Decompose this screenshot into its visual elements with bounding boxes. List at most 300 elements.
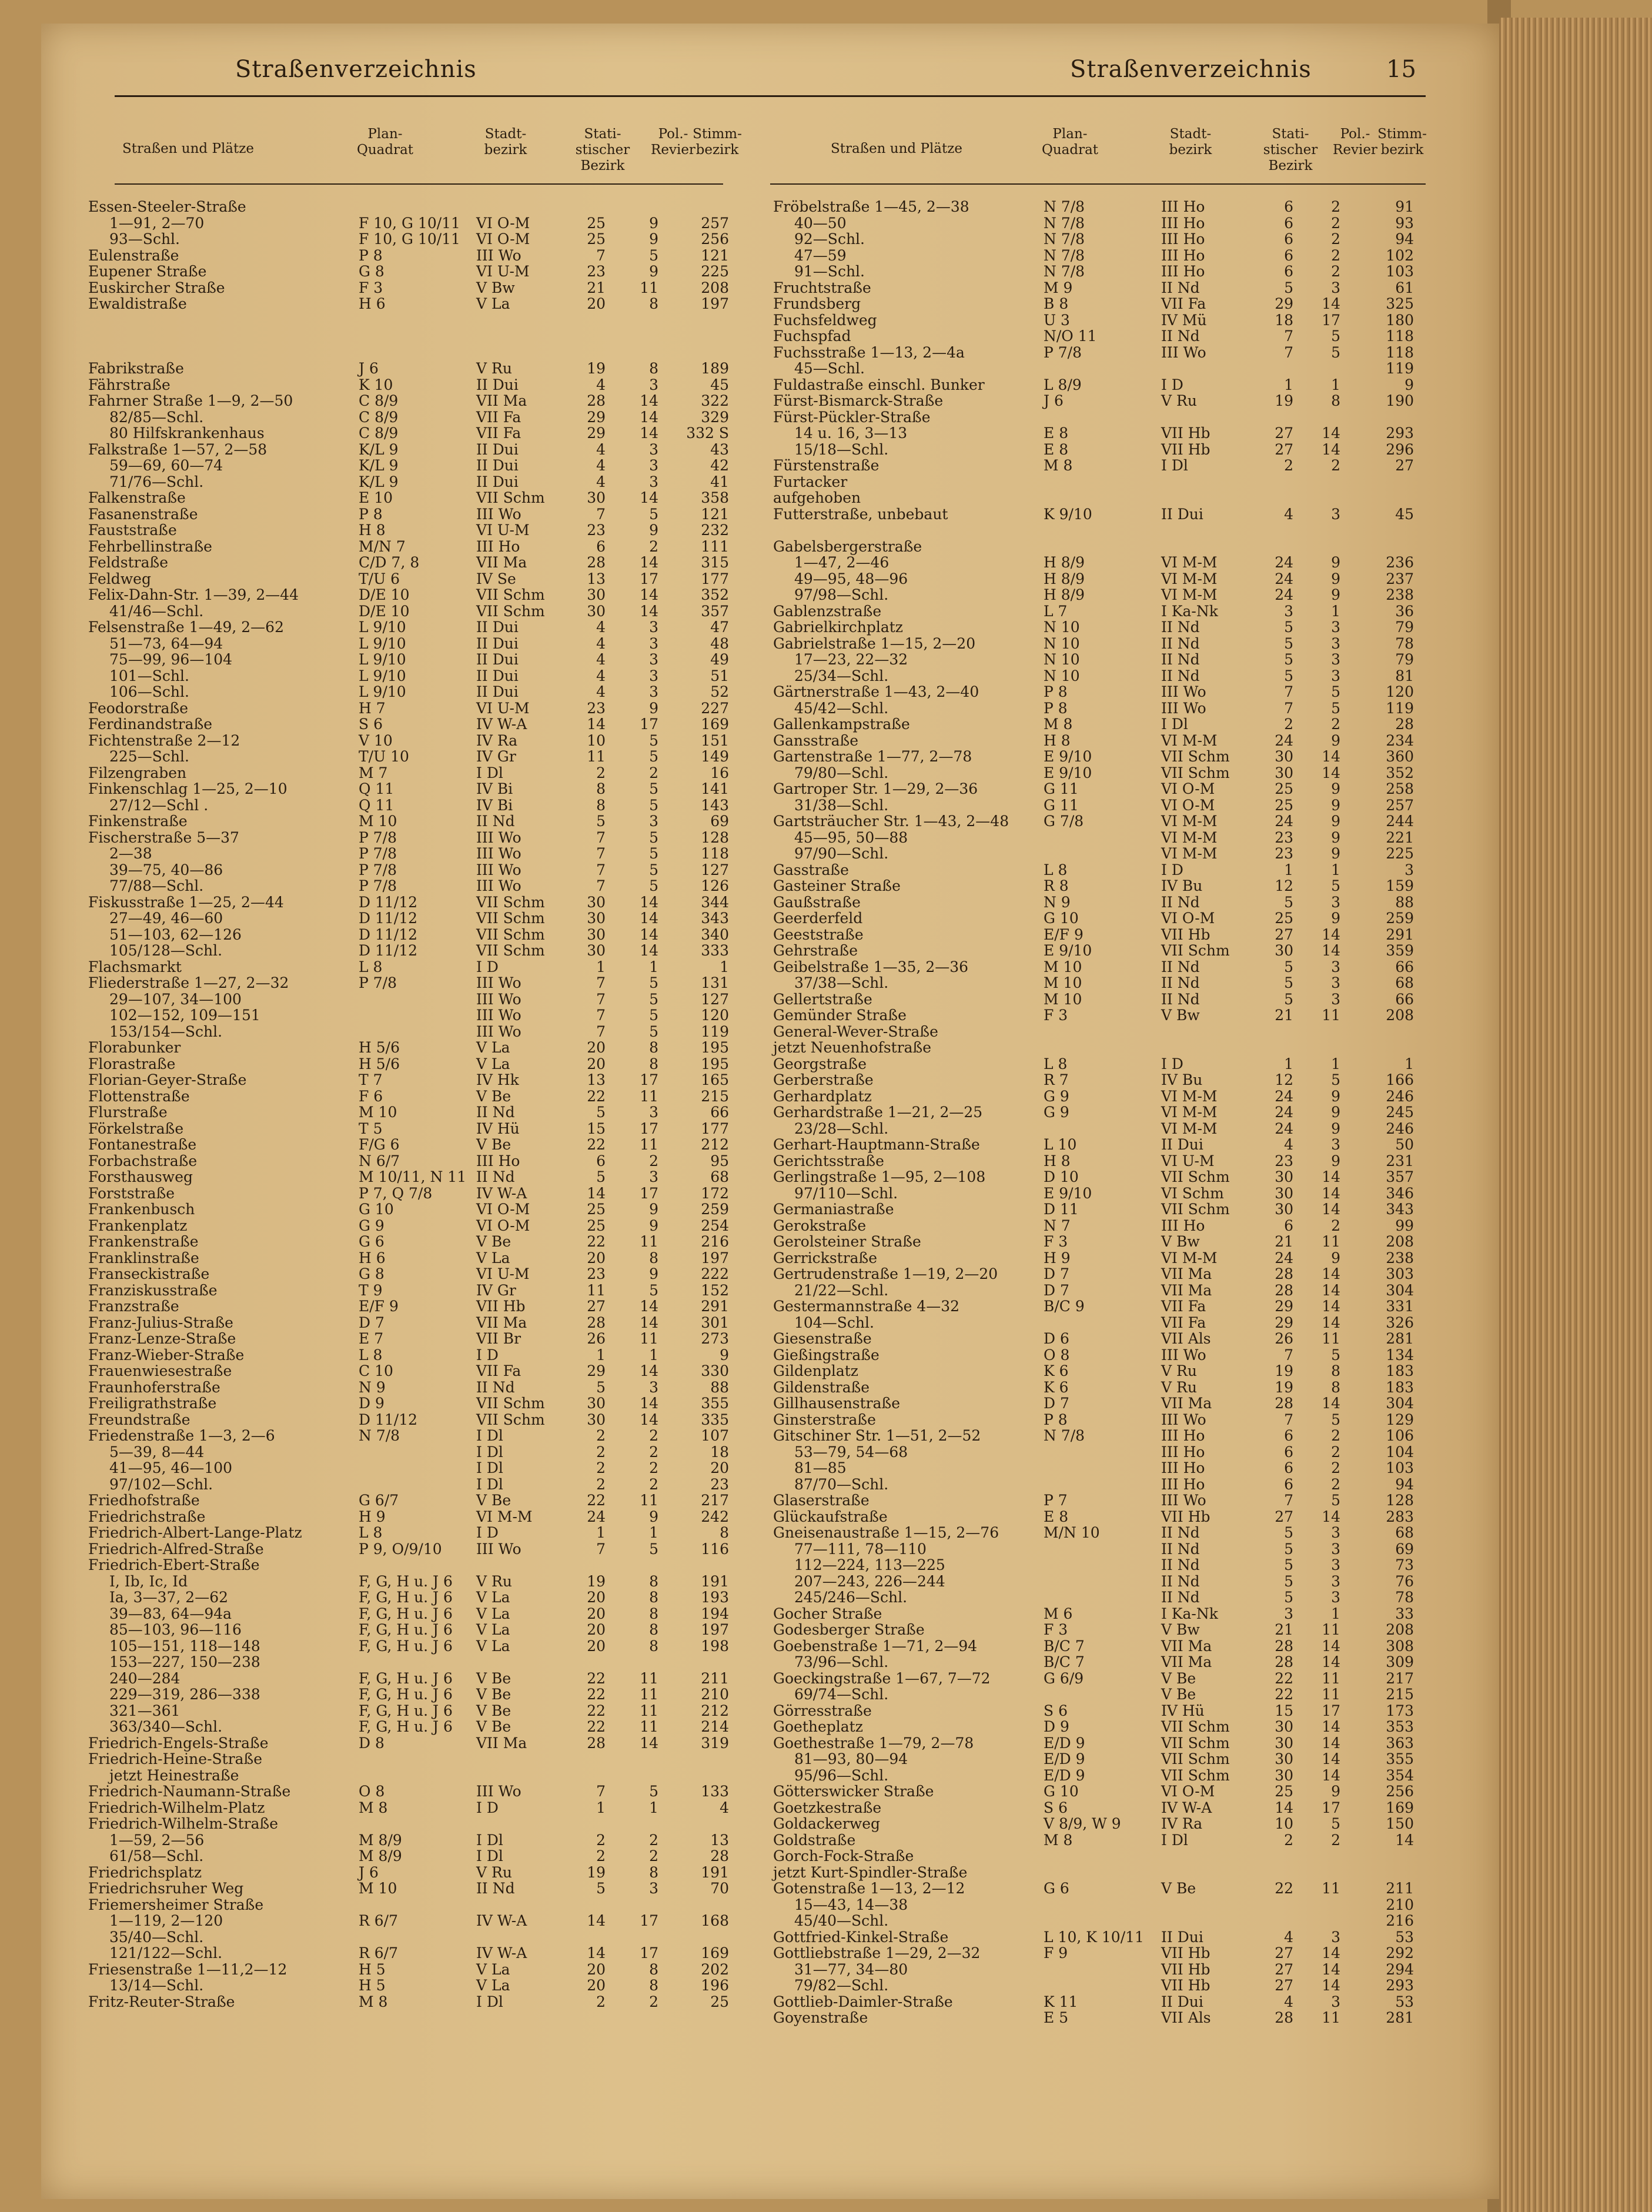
statistischer-bezirk: 4 (596, 376, 606, 393)
street-name: 15/18—Schl. (794, 440, 889, 458)
street-row (88, 1622, 782, 1638)
street-row (88, 1395, 782, 1411)
polizeirevier: 3 (649, 1880, 658, 1897)
stadtbezirk: VI M-M (1161, 845, 1218, 862)
stadtbezirk: VII Hb (1161, 1508, 1210, 1525)
street-row (773, 263, 1467, 279)
street-name: Gabrielkirchplatz (773, 619, 903, 636)
stimmbezirk: 102 (1386, 246, 1414, 264)
polizeirevier: 14 (640, 408, 658, 426)
stimmbezirk: 78 (1395, 634, 1414, 652)
polizeirevier: 2 (1331, 246, 1340, 264)
stadtbezirk: IV Hü (1161, 1702, 1205, 1719)
polizeirevier: 9 (649, 214, 658, 232)
plan-quadrat: G 10 (359, 1201, 394, 1218)
stimmbezirk: 355 (701, 1395, 729, 1412)
statistischer-bezirk: 25 (1275, 780, 1293, 797)
stadtbezirk: II Nd (1161, 1556, 1200, 1573)
street-name: 81—85 (794, 1459, 847, 1476)
street-row (88, 846, 782, 861)
statistischer-bezirk: 25 (587, 230, 606, 248)
stadtbezirk: I Dl (1161, 716, 1188, 733)
statistischer-bezirk: 28 (1275, 1637, 1293, 1655)
stadtbezirk: V La (476, 1621, 510, 1638)
statistischer-bezirk: 24 (1275, 1120, 1293, 1137)
stadtbezirk: V Be (476, 1702, 511, 1719)
stimmbezirk: 149 (701, 748, 729, 765)
street-name: Fabrikstraße (88, 360, 184, 377)
street-name: Gertrudenstraße 1—19, 2—20 (773, 1265, 998, 1282)
statistischer-bezirk: 4 (596, 634, 606, 652)
statistischer-bezirk: 14 (587, 716, 606, 733)
polizeirevier: 11 (1322, 1686, 1340, 1703)
street-name: Ginsterstraße (773, 1411, 876, 1428)
stadtbezirk: VII Hb (1161, 1944, 1210, 1962)
polizeirevier: 3 (1331, 1524, 1340, 1541)
column-header-name: Straßen und Plätze (122, 141, 254, 156)
stadtbezirk: VII Schm (476, 1411, 545, 1428)
plan-quadrat: D 11/12 (359, 893, 418, 911)
street-name: Goeckingstraße 1—67, 7—72 (773, 1669, 991, 1687)
stimmbezirk: 9 (720, 1346, 729, 1364)
polizeirevier: 5 (649, 990, 658, 1008)
street-row (773, 1994, 1467, 2010)
plan-quadrat: F, G, H u. J 6 (359, 1637, 453, 1655)
polizeirevier: 3 (649, 619, 658, 636)
street-row (773, 1767, 1467, 1783)
stimmbezirk: 358 (701, 489, 729, 506)
stadtbezirk: VII Hb (1161, 1977, 1210, 1994)
stimmbezirk: 28 (710, 1847, 729, 1865)
street-row (88, 1670, 782, 1686)
stimmbezirk: 68 (1395, 1524, 1414, 1541)
street-name: Forbachstraße (88, 1152, 198, 1170)
street-row (773, 1509, 1467, 1525)
street-name: 51—73, 64—94 (109, 634, 223, 652)
stimmbezirk: 304 (1386, 1281, 1414, 1299)
stimmbezirk: 14 (1395, 1831, 1414, 1849)
stimmbezirk: 326 (1386, 1314, 1414, 1331)
stimmbezirk: 256 (1386, 1783, 1414, 1800)
polizeirevier: 2 (649, 537, 658, 555)
stadtbezirk: I D (476, 1524, 499, 1541)
statistischer-bezirk: 4 (1284, 505, 1293, 523)
statistischer-bezirk: 5 (1284, 990, 1293, 1008)
stadtbezirk: II Nd (1161, 619, 1200, 636)
polizeirevier: 3 (1331, 634, 1340, 652)
street-row (773, 1104, 1467, 1120)
polizeirevier: 3 (1331, 1993, 1340, 2010)
street-name: 97/90—Schl. (794, 845, 889, 862)
statistischer-bezirk: 19 (587, 360, 606, 377)
street-name: jetzt Neuenhofstraße (773, 1039, 932, 1056)
polizeirevier: 5 (649, 974, 658, 991)
street-row (773, 749, 1467, 764)
stadtbezirk: VI M-M (1161, 1087, 1218, 1105)
stadtbezirk: II Nd (1161, 667, 1200, 684)
stadtbezirk: III Wo (1161, 343, 1206, 361)
statistischer-bezirk: 8 (596, 796, 606, 814)
polizeirevier: 14 (1322, 1734, 1340, 1752)
stadtbezirk: III Wo (1161, 1346, 1206, 1364)
stadtbezirk: VI Schm (1161, 1184, 1224, 1202)
statistischer-bezirk: 25 (587, 214, 606, 232)
street-row (773, 1379, 1467, 1395)
stimmbezirk: 50 (1395, 1136, 1414, 1153)
stimmbezirk: 308 (1386, 1637, 1414, 1655)
street-row (88, 442, 782, 457)
stimmbezirk: 357 (1386, 1168, 1414, 1185)
polizeirevier: 8 (649, 1621, 658, 1638)
street-row (88, 1428, 782, 1444)
statistischer-bezirk: 7 (1284, 1346, 1293, 1364)
stadtbezirk: III Wo (476, 1007, 521, 1024)
statistischer-bezirk: 30 (587, 893, 606, 911)
street-name: 25/34—Schl. (794, 667, 889, 684)
street-name: Gaußstraße (773, 893, 861, 911)
polizeirevier: 17 (640, 1071, 658, 1088)
polizeirevier: 5 (1331, 343, 1340, 361)
statistischer-bezirk: 30 (1275, 1718, 1293, 1735)
column-header-plan: Plan- Quadrat (356, 126, 414, 158)
statistischer-bezirk: 10 (587, 731, 606, 749)
statistischer-bezirk: 1 (1284, 861, 1293, 878)
stadtbezirk: VII Schm (476, 910, 545, 927)
street-name: 1—119, 2—120 (109, 1912, 223, 1929)
street-row (773, 894, 1467, 910)
stimmbezirk: 159 (1386, 877, 1414, 894)
stadtbezirk: III Wo (476, 1540, 521, 1558)
polizeirevier: 8 (649, 360, 658, 377)
street-row (773, 846, 1467, 861)
street-row (773, 377, 1467, 393)
street-name: Gartroper Str. 1—29, 2—36 (773, 780, 978, 797)
stimmbezirk: 238 (1386, 586, 1414, 603)
polizeirevier: 1 (649, 958, 658, 975)
street-row (773, 862, 1467, 878)
street-row (88, 1897, 782, 1913)
street-row (88, 1040, 782, 1055)
street-name: Gießingstraße (773, 1346, 879, 1364)
street-name: 79/82—Schl. (794, 1977, 889, 1994)
stadtbezirk: I Dl (476, 1443, 503, 1461)
statistischer-bezirk: 6 (1284, 263, 1293, 280)
street-name: 40—50 (794, 214, 847, 232)
plan-quadrat: T 7 (359, 1071, 383, 1088)
stimmbezirk: 258 (1386, 780, 1414, 797)
plan-quadrat: L 9/10 (359, 683, 406, 700)
polizeirevier: 2 (1331, 230, 1340, 248)
street-name: Georgstraße (773, 1055, 867, 1072)
street-name: Gerokstraße (773, 1217, 867, 1234)
plan-quadrat: H 9 (359, 1508, 386, 1525)
plan-quadrat: H 6 (359, 295, 386, 312)
statistischer-bezirk: 5 (596, 1378, 606, 1396)
street-name: Gildenstraße (773, 1378, 870, 1396)
stimmbezirk: 9 (1404, 376, 1414, 393)
plan-quadrat: H 5 (359, 1977, 386, 1994)
plan-quadrat: K 10 (359, 376, 393, 393)
polizeirevier: 14 (1322, 1168, 1340, 1185)
polizeirevier: 14 (1322, 1653, 1340, 1670)
stadtbezirk: VII Schm (1161, 1168, 1230, 1185)
street-name: Goyenstraße (773, 2009, 868, 2026)
stadtbezirk: II Nd (1161, 1572, 1200, 1590)
statistischer-bezirk: 4 (596, 683, 606, 700)
polizeirevier: 9 (1331, 780, 1340, 797)
plan-quadrat: H 5/6 (359, 1055, 400, 1072)
plan-quadrat: L 10, K 10/11 (1044, 1928, 1144, 1946)
stimmbezirk: 221 (1386, 828, 1414, 846)
street-row (88, 522, 782, 538)
statistischer-bezirk: 15 (1275, 1702, 1293, 1719)
street-name: 17—23, 22—32 (794, 651, 908, 668)
stimmbezirk: 127 (701, 861, 729, 878)
stimmbezirk: 103 (1386, 263, 1414, 280)
street-name: 92—Schl. (794, 230, 865, 248)
stadtbezirk: VI O-M (1161, 796, 1215, 814)
plan-quadrat: P 8 (359, 505, 383, 523)
stadtbezirk: II Dui (476, 683, 519, 700)
statistischer-bezirk: 5 (1284, 651, 1293, 668)
statistischer-bezirk: 25 (587, 1201, 606, 1218)
polizeirevier: 3 (649, 457, 658, 474)
plan-quadrat: E/F 9 (359, 1298, 399, 1315)
plan-quadrat: K/L 9 (359, 440, 399, 458)
statistischer-bezirk: 20 (587, 1589, 606, 1606)
statistischer-bezirk: 24 (1275, 1087, 1293, 1105)
stadtbezirk: III Ho (1161, 1459, 1205, 1476)
stimmbezirk: 106 (1386, 1427, 1414, 1444)
street-row (88, 490, 782, 506)
plan-quadrat: F, G, H u. J 6 (359, 1702, 453, 1719)
stimmbezirk: 120 (1386, 683, 1414, 700)
street-row (88, 1589, 782, 1605)
street-row (773, 1670, 1467, 1686)
statistischer-bezirk: 19 (587, 1572, 606, 1590)
street-row (773, 1234, 1467, 1249)
street-name: 27/12—Schl . (109, 796, 209, 814)
statistischer-bezirk: 2 (1284, 457, 1293, 474)
column-header-stimm: Stimm- bezirk (693, 126, 742, 158)
stadtbezirk: I D (1161, 1055, 1183, 1072)
street-row (88, 1137, 782, 1152)
street-row (88, 781, 782, 797)
stimmbezirk: 211 (701, 1669, 729, 1687)
statistischer-bezirk: 23 (587, 1265, 606, 1282)
street-name: 73/96—Schl. (794, 1653, 889, 1670)
stadtbezirk: III Ho (1161, 1217, 1205, 1234)
street-name: Franziskusstraße (88, 1281, 218, 1299)
stimmbezirk: 16 (710, 764, 729, 781)
stimmbezirk: 212 (701, 1136, 729, 1153)
stadtbezirk: II Dui (476, 473, 519, 490)
stimmbezirk: 273 (701, 1330, 729, 1347)
street-name: 31—77, 34—80 (794, 1960, 908, 1978)
polizeirevier: 3 (649, 1104, 658, 1121)
column-header-name: Straßen und Plätze (831, 141, 962, 156)
polizeirevier: 9 (649, 263, 658, 280)
stimmbezirk: 217 (701, 1492, 729, 1509)
street-row (773, 651, 1467, 667)
stimmbezirk: 51 (710, 667, 729, 684)
statistischer-bezirk: 27 (1275, 925, 1293, 943)
statistischer-bezirk: 22 (587, 1492, 606, 1509)
street-row (88, 1848, 782, 1864)
street-row (773, 1541, 1467, 1557)
plan-quadrat: K 6 (1044, 1378, 1069, 1396)
plan-quadrat: P 8 (1044, 683, 1068, 700)
street-name: Franklinstraße (88, 1249, 199, 1267)
stimmbezirk: 53 (1395, 1928, 1414, 1946)
polizeirevier: 8 (649, 295, 658, 312)
street-row (773, 1977, 1467, 1993)
plan-quadrat: T/U 10 (359, 748, 409, 765)
plan-quadrat: L 8 (1044, 1055, 1068, 1072)
street-row (88, 474, 782, 490)
plan-quadrat: M 8/9 (359, 1847, 402, 1865)
street-name: 29—107, 34—100 (109, 990, 242, 1008)
polizeirevier: 5 (649, 780, 658, 797)
polizeirevier: 3 (649, 813, 658, 830)
stimmbezirk: 242 (701, 1508, 729, 1525)
stimmbezirk: 68 (1395, 974, 1414, 991)
stimmbezirk: 107 (701, 1427, 729, 1444)
polizeirevier: 3 (1331, 667, 1340, 684)
street-name: 91—Schl. (794, 263, 865, 280)
stimmbezirk: 23 (710, 1475, 729, 1493)
street-row (773, 975, 1467, 991)
polizeirevier: 5 (1331, 1492, 1340, 1509)
street-name: Fröbelstraße 1—45, 2—38 (773, 198, 969, 215)
stadtbezirk: I Dl (476, 1475, 503, 1493)
stadtbezirk: VII Hb (1161, 1960, 1210, 1978)
street-name: Glaserstraße (773, 1492, 870, 1509)
polizeirevier: 11 (1322, 2009, 1340, 2026)
stimmbezirk: 169 (1386, 1799, 1414, 1816)
plan-quadrat: F 3 (1044, 1007, 1068, 1024)
street-name: 87/70—Schl. (794, 1475, 889, 1493)
street-row (88, 1977, 782, 1993)
plan-quadrat: D 9 (1044, 1718, 1069, 1735)
street-row (88, 797, 782, 813)
statistischer-bezirk: 30 (587, 942, 606, 959)
street-row (773, 1428, 1467, 1444)
street-name: Goetzkestraße (773, 1799, 882, 1816)
statistischer-bezirk: 4 (596, 440, 606, 458)
street-row (773, 1476, 1467, 1492)
stadtbezirk: V Ru (1161, 1378, 1197, 1396)
statistischer-bezirk: 5 (596, 1104, 606, 1121)
stadtbezirk: VII Fa (1161, 1314, 1206, 1331)
stimmbezirk: 118 (701, 845, 729, 862)
street-name: Gartenstraße 1—77, 2—78 (773, 748, 972, 765)
stimmbezirk: 352 (1386, 764, 1414, 781)
stadtbezirk: III Wo (476, 828, 521, 846)
street-name: Fiskusstraße 1—25, 2—44 (88, 893, 284, 911)
street-name: Gerolsteiner Straße (773, 1233, 921, 1250)
statistischer-bezirk: 24 (1275, 570, 1293, 587)
plan-quadrat: L 8 (1044, 861, 1068, 878)
polizeirevier: 14 (640, 602, 658, 620)
plan-quadrat: D 7 (1044, 1281, 1069, 1299)
stadtbezirk: II Dui (476, 667, 519, 684)
stimmbezirk: 309 (1386, 1653, 1414, 1670)
street-row (88, 1606, 782, 1622)
street-row (773, 1040, 1467, 1055)
plan-quadrat: E 10 (359, 489, 393, 506)
polizeirevier: 5 (1331, 1411, 1340, 1428)
stimmbezirk: 359 (1386, 942, 1414, 959)
street-name: Friesenstraße 1—11,2—12 (88, 1960, 287, 1978)
stadtbezirk: II Nd (476, 813, 515, 830)
plan-quadrat: M 10 (359, 813, 397, 830)
stadtbezirk: IV W-A (1161, 1799, 1212, 1816)
street-row (773, 1848, 1467, 1864)
stimmbezirk: 25 (710, 1993, 729, 2010)
polizeirevier: 2 (649, 1831, 658, 1849)
statistischer-bezirk: 21 (1275, 1007, 1293, 1024)
stimmbezirk: 69 (710, 813, 729, 830)
stimmbezirk: 237 (1386, 570, 1414, 587)
stadtbezirk: VI O-M (1161, 780, 1215, 797)
stimmbezirk: 66 (710, 1104, 729, 1121)
street-row (773, 1606, 1467, 1622)
polizeirevier: 14 (640, 910, 658, 927)
stadtbezirk: VII Schm (1161, 1201, 1230, 1218)
stimmbezirk: 190 (1386, 392, 1414, 409)
statistischer-bezirk: 14 (1275, 1799, 1293, 1816)
street-row (773, 813, 1467, 829)
stadtbezirk: III Wo (1161, 683, 1206, 700)
polizeirevier: 8 (649, 1977, 658, 1994)
stadtbezirk: III Wo (476, 1783, 521, 1800)
stadtbezirk: VI O-M (1161, 910, 1215, 927)
street-name: 27—49, 46—60 (109, 910, 223, 927)
polizeirevier: 14 (640, 586, 658, 603)
street-row (88, 636, 782, 651)
plan-quadrat: F 9 (1044, 1944, 1068, 1962)
street-row (88, 1088, 782, 1104)
stadtbezirk: V La (476, 1637, 510, 1655)
polizeirevier: 2 (1331, 214, 1340, 232)
statistischer-bezirk: 7 (1284, 328, 1293, 345)
statistischer-bezirk: 30 (1275, 764, 1293, 781)
plan-quadrat: G 7/8 (1044, 813, 1084, 830)
polizeirevier: 8 (649, 1589, 658, 1606)
street-row (88, 1800, 782, 1816)
statistischer-bezirk: 7 (596, 1540, 606, 1558)
street-name: 35/40—Schl. (109, 1928, 204, 1946)
polizeirevier: 9 (649, 1508, 658, 1525)
plan-quadrat: M 7 (359, 764, 388, 781)
stadtbezirk: II Dui (476, 651, 519, 668)
street-name: 2—38 (109, 845, 152, 862)
street-name: Geeststraße (773, 925, 864, 943)
stadtbezirk: V La (476, 1039, 510, 1056)
stimmbezirk: 172 (701, 1184, 729, 1202)
statistischer-bezirk: 1 (596, 958, 606, 975)
street-row (88, 830, 782, 846)
street-name: 105—151, 118—148 (109, 1637, 260, 1655)
polizeirevier: 9 (1331, 1152, 1340, 1170)
street-row (88, 1541, 782, 1557)
plan-quadrat: V 10 (359, 731, 393, 749)
street-row (88, 1832, 782, 1848)
plan-quadrat: N 9 (359, 1378, 386, 1396)
stimmbezirk: 214 (701, 1718, 729, 1735)
stimmbezirk: 119 (701, 1023, 729, 1040)
